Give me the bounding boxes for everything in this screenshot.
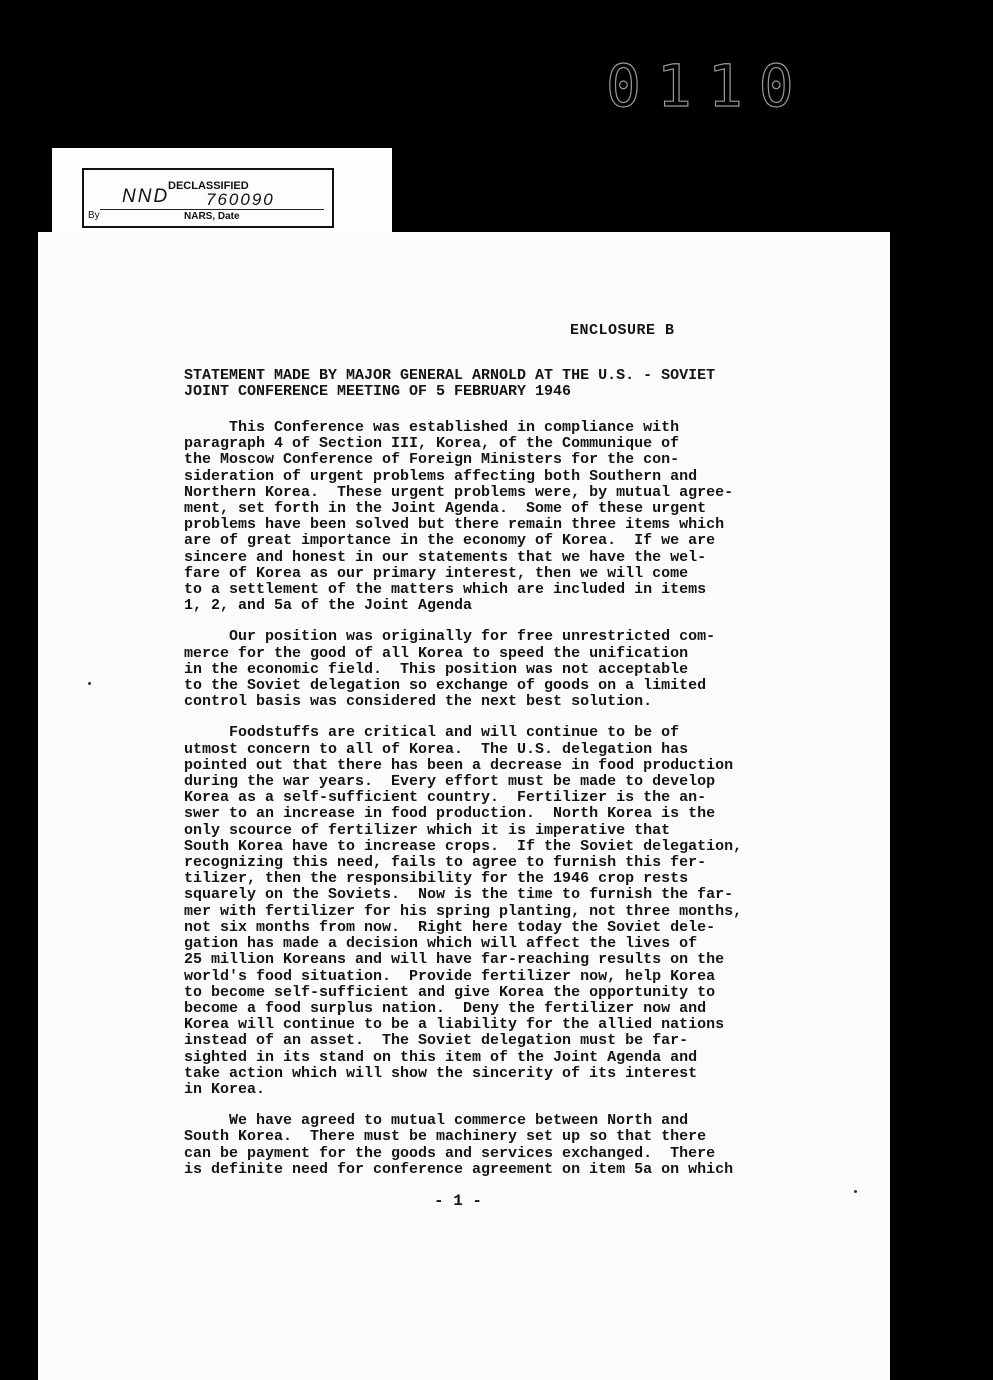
paragraph-line: to a settlement of the matters which are included in items xyxy=(184,581,707,599)
paragraph-line: to become self-sufficient and give Korea the opportunity to xyxy=(184,983,716,1001)
scan-speck xyxy=(88,682,91,685)
paragraph-line: not six months from now. Right here today the Soviet dele- xyxy=(184,918,716,936)
authority-prefix: NND xyxy=(122,186,170,207)
by-label: By xyxy=(88,210,100,221)
paragraph-line: swer to an increase in food production. North Korea is the xyxy=(184,805,716,823)
paragraph-line: 25 million Koreans and will have far-reaching results on the xyxy=(184,951,725,969)
paragraph-line: This Conference was established in compliance with xyxy=(184,419,680,436)
paragraph-line: can be payment for the goods and services exchanged. There xyxy=(184,1144,716,1162)
paragraph-line: in the economic field. This position was not acceptable xyxy=(184,660,689,678)
title-line: JOINT CONFERENCE MEETING OF 5 FEBRUARY 1946 xyxy=(184,383,572,400)
paragraph-line: are of great importance in the economy of Korea. If we are xyxy=(184,532,716,550)
body-paragraph xyxy=(184,725,784,1098)
paragraph-line: is definite need for conference agreement on item 5a on which xyxy=(184,1160,734,1178)
paragraph-line: Our position was originally for free unrestricted com- xyxy=(184,628,716,646)
title-line: STATEMENT MADE BY MAJOR GENERAL ARNOLD AT THE U.S. - SOVIET xyxy=(184,367,716,384)
paragraph-line: sincere and honest in our statements that we have the wel- xyxy=(184,548,707,566)
paragraph-line: instead of an asset. The Soviet delegation must be far- xyxy=(184,1032,689,1050)
paragraph-line: South Korea have to increase crops. If the Soviet delegation, xyxy=(184,837,743,855)
body-paragraph xyxy=(184,1113,784,1178)
paragraph-line: fare of Korea as our primary interest, then we will come xyxy=(184,564,689,582)
paragraph-line: the Moscow Conference of Foreign Ministers for the con- xyxy=(184,451,680,469)
paragraph-line: gation has made a decision which will affect the lives of xyxy=(184,935,698,953)
paragraph-line: paragraph 4 of Section III, Korea, of the Communique of xyxy=(184,435,680,453)
document-page xyxy=(38,232,890,1380)
paragraph-line: sideration of urgent problems affecting both Southern and xyxy=(184,467,698,485)
paragraph-line: control basis was considered the next best solution. xyxy=(184,693,653,711)
nars-date-label: NARS, Date xyxy=(184,211,240,222)
paragraph-line: We have agreed to mutual commerce between North and xyxy=(184,1112,689,1130)
paragraph-line: South Korea. There must be machinery set up so that there xyxy=(184,1128,707,1146)
paragraph-line: mer with fertilizer for his spring planting, not three months, xyxy=(184,902,743,920)
paragraph-line: become a food surplus nation. Deny the fertilizer now and xyxy=(184,999,707,1017)
paragraph-line: take action which will show the sincerity of its interest xyxy=(184,1064,698,1082)
paragraph-line: Korea will continue to be a liability for the allied nations xyxy=(184,1016,725,1034)
paragraph-line: to the Soviet delegation so exchange of goods on a limited xyxy=(184,677,707,695)
document-title xyxy=(184,368,715,400)
paragraph-line: Korea as a self-sufficient country. Fertilizer is the an- xyxy=(184,789,707,807)
scan-speck xyxy=(854,1190,857,1193)
enclosure-heading: ENCLOSURE B xyxy=(570,322,675,339)
paragraph-line: utmost concern to all of Korea. The U.S. delegation has xyxy=(184,740,689,758)
authority-number: 760090 xyxy=(206,190,275,209)
declassification-stamp xyxy=(82,168,334,228)
paragraph-line: merce for the good of all Korea to speed the unification xyxy=(184,644,689,662)
paragraph-line: in Korea. xyxy=(184,1080,266,1098)
paragraph-line: only scource of fertilizer which it is imperative that xyxy=(184,821,671,839)
paragraph-line: pointed out that there has been a decrease in food production xyxy=(184,756,734,774)
paragraph-line: Foodstuffs are critical and will continue to be of xyxy=(184,724,680,742)
paragraph-line: sighted in its stand on this item of the Joint Agenda and xyxy=(184,1048,698,1066)
declassified-label: DECLASSIFIED xyxy=(168,180,249,192)
paragraph-line: recognizing this need, fails to agree to furnish this fer- xyxy=(184,854,707,872)
paragraph-line: during the war years. Every effort must be made to develop xyxy=(184,773,716,791)
frame-number: 0110 xyxy=(606,52,810,120)
document-body xyxy=(184,420,784,1193)
paragraph-line: Northern Korea. These urgent problems were, by mutual agree- xyxy=(184,483,734,501)
paragraph-line: tilizer, then the responsibility for the 1946 crop rests xyxy=(184,870,689,888)
body-paragraph xyxy=(184,420,784,614)
body-paragraph xyxy=(184,629,784,710)
paragraph-line: world's food situation. Provide fertilizer now, help Korea xyxy=(184,967,716,985)
paragraph-line: squarely on the Soviets. Now is the time to furnish the far- xyxy=(184,886,734,904)
page-number: - 1 - xyxy=(434,1192,483,1210)
paragraph-line: ment, set forth in the Joint Agenda. Some of these urgent xyxy=(184,500,707,518)
stamp-divider xyxy=(100,209,324,210)
paragraph-line: problems have been solved but there remain three items which xyxy=(184,516,725,534)
paragraph-line: 1, 2, and 5a of the Joint Agenda xyxy=(184,597,473,615)
